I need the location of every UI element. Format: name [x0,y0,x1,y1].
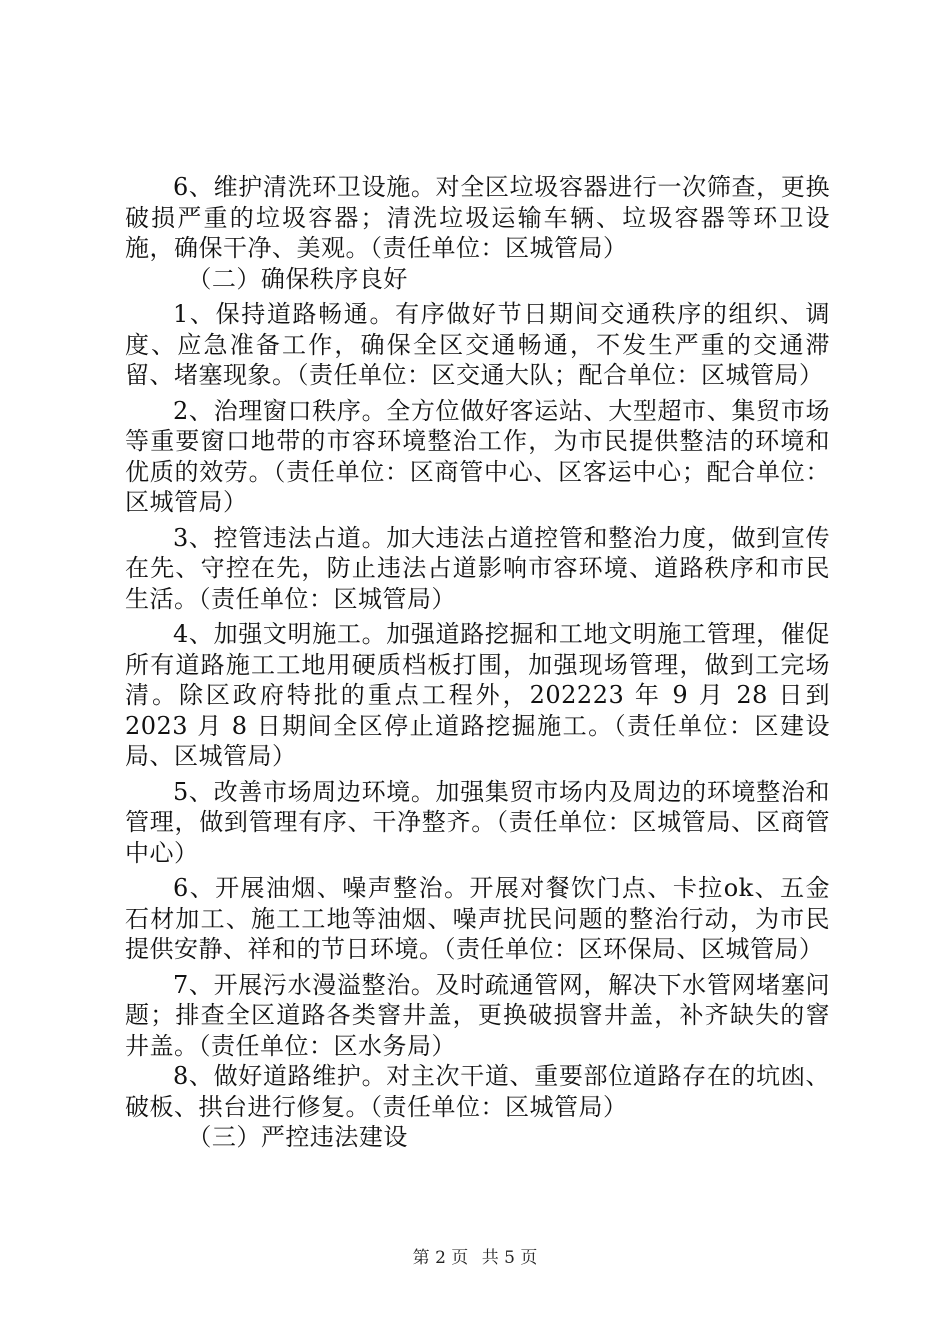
paragraph-6-sanitation: 6、维护清洗环卫设施。对全区垃圾容器进行一次筛查，更换破损严重的垃圾容器；清洗垃圾运输车辆、垃圾容器等环卫设施，确保干净、美观。（责任单位：区城管局） [125,173,830,262]
paragraph-3-road-occupation: 3、控管违法占道。加大违法占道控管和整治力度，做到宣传在先、守控在先，防止违法占道影响市容环境、道路秩序和市民生活。（责任单位：区城管局） [125,523,830,613]
page-total: 共 5 页 [481,1248,538,1268]
page-footer [0,1243,950,1268]
paragraph-7-sewage: 7、开展污水漫溢整治。及时疏通管网，解决下水管网堵塞问题；排查全区道路各类窨井盖，更换破损窨井盖，补齐缺失的窨井盖。（责任单位：区水务局） [125,970,830,1060]
paragraph-6-smoke-noise: 6、开展油烟、噪声整治。开展对餐饮门点、卡拉ok、五金石材加工、施工工地等油烟、噪声扰民问题的整治行动，为市民提供安静、祥和的节日环境。（责任单位：区环保局、区城管局） [125,874,830,963]
paragraph-8-road-maintenance: 8、做好道路维护。对主次干道、重要部位道路存在的坑凼、破板、拱台进行修复。（责任单位：区城管局） [125,1062,830,1121]
section-heading-3: （三）严控违法建设 [187,1123,408,1151]
document-body [125,172,830,1153]
paragraph-1-traffic: 1、保持道路畅通。有序做好节日期间交通秩序的组织、调度、应急准备工作，确保全区交通畅通，不发生严重的交通滞留、堵塞现象。（责任单位：区交通大队；配合单位：区城管局） [125,300,830,389]
section-heading-2: （二）确保秩序良好 [187,264,408,293]
paragraph-5-market: 5、改善市场周边环境。加强集贸市场内及周边的环境整治和管理，做到管理有序、干净整齐。（责任单位：区城管局、区商管中心） [125,777,830,867]
page-number: 第 2 页 [412,1248,469,1268]
paragraph-2-window-order: 2、治理窗口秩序。全方位做好客运站、大型超市、集贸市场等重要窗口地带的市容环境整治工作，为市民提供整洁的环境和优质的效劳。（责任单位：区商管中心、区客运中心；配合单位：区城管局） [125,396,830,516]
paragraph-4-construction: 4、加强文明施工。加强道路挖掘和工地文明施工管理，催促所有道路施工工地用硬质档板打围，加强现场管理，做到工完场清。除区政府特批的重点工程外，202223 年 9 月 28 日到2023 月 8 日期间全区停止道路挖掘施工。（责任单位：区建设局、区城管局） [125,620,830,770]
